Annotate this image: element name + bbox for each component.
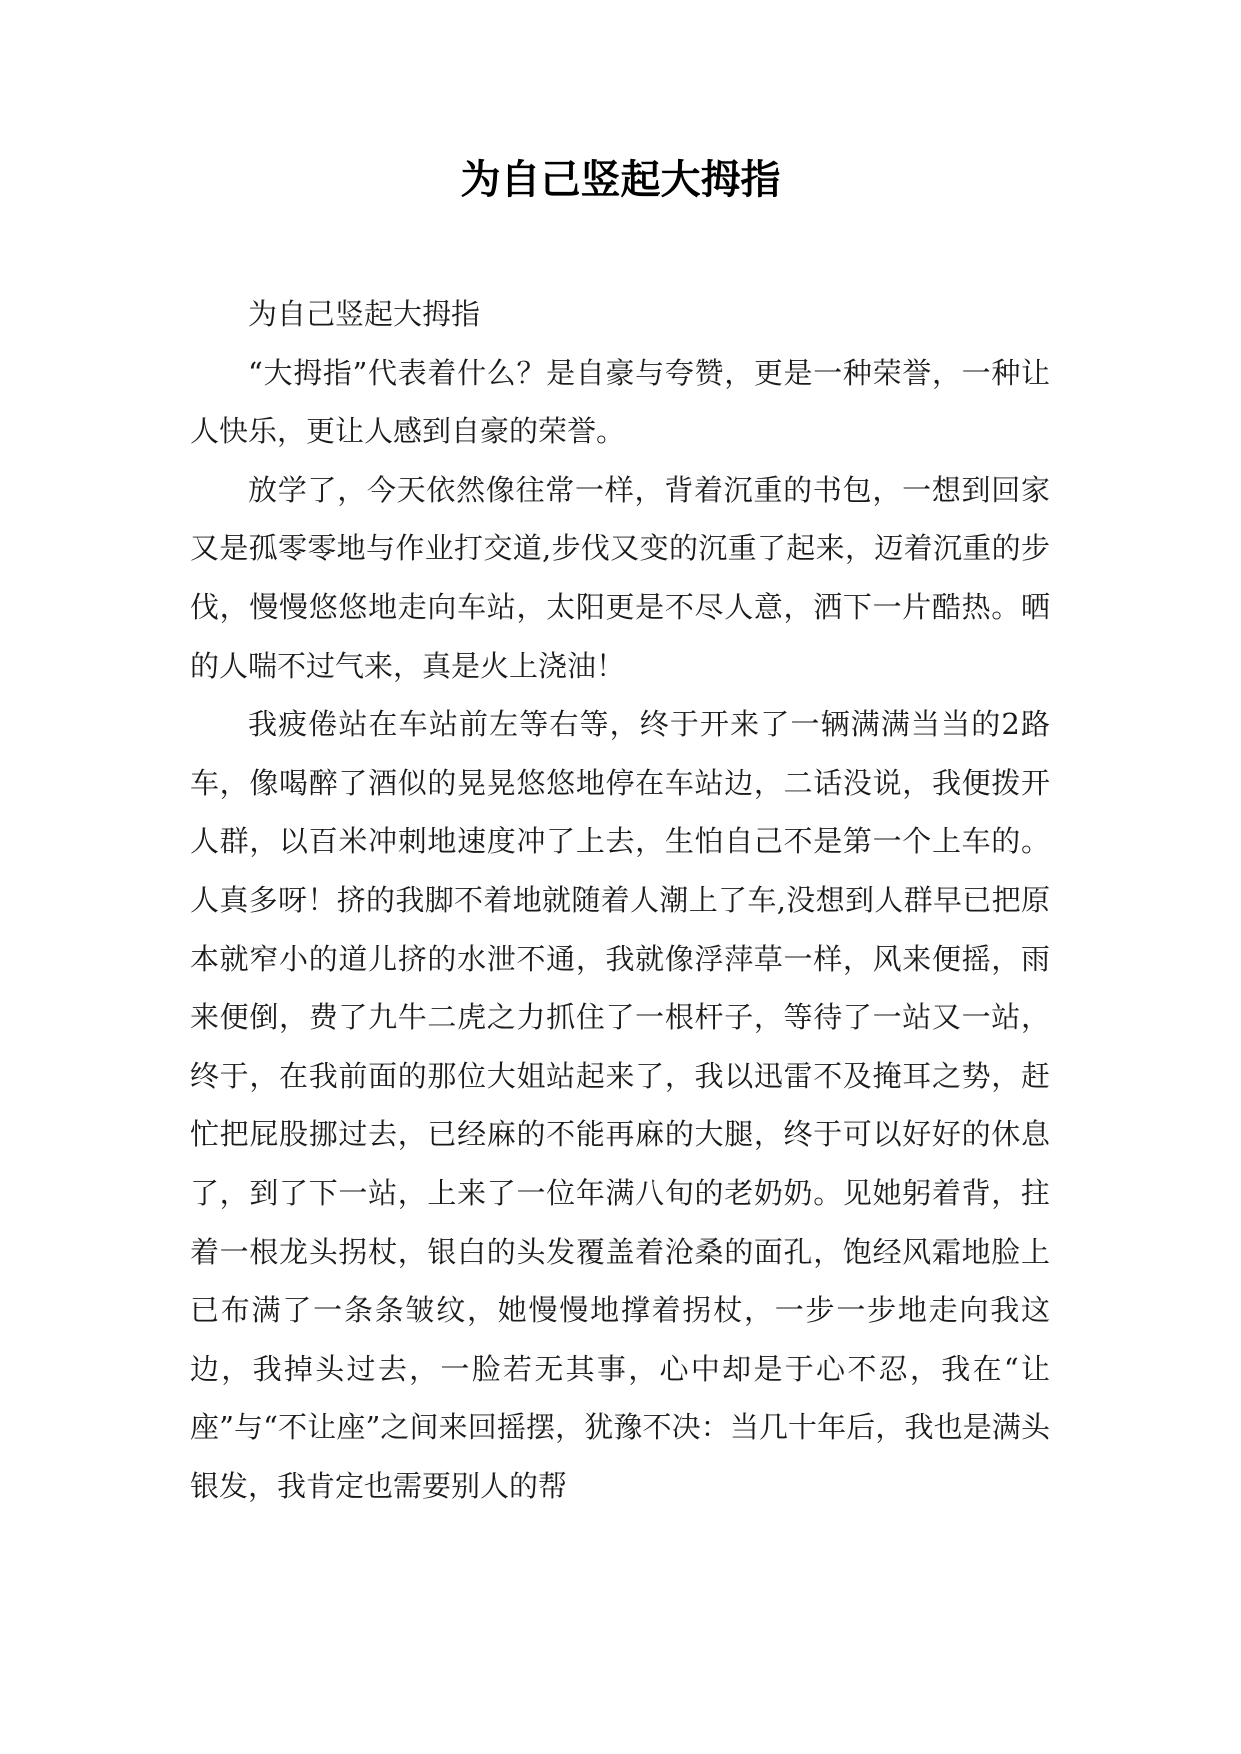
paragraph-intro: “大拇指”代表着什么？是自豪与夸赞，更是一种荣誉，一种让人快乐，更让人感到自豪的荣誉。 [190,355,1050,449]
document-body [190,285,1050,1515]
paragraph-after-school: 放学了，今天依然像往常一样，背着沉重的书包，一想到回家又是孤零零地与作业打交道,步伐又变的沉重了起来，迈着沉重的步伐，慢慢悠悠地走向车站，太阳更是不尽人意，洒下一片酷热。晒的人喘不过气来，真是火上浇油！ [190,472,1050,683]
paragraph-subtitle: 为自己竖起大拇指 [248,297,481,331]
document-title: 为自己竖起大拇指 [460,157,781,203]
paragraph-bus-story: 我疲倦站在车站前左等右等，终于开来了一辆满满当当的2路车，像喝醉了酒似的晃晃悠悠地停在车站边，二话没说，我便拨开人群，以百米冲刺地速度冲了上去，生怕自己不是第一个上车的。人真多呀！挤的我脚不着地就随着人潮上了车,没想到人群早已把原本就窄小的道儿挤的水泄不通，我就像浮萍草一样，风来便摇，雨来便倒，费了九牛二虎之力抓住了一根杆子，等待了一站又一站，终于，在我前面的那位大姐站起来了，我以迅雷不及掩耳之势，赶忙把屁股挪过去，已经麻的不能再麻的大腿，终于可以好好的休息了，到了下一站，上来了一位年满八旬的老奶奶。见她躬着背，拄着一根龙头拐杖，银白的头发覆盖着沧桑的面孔，饱经风霜地脸上已布满了一条条皱纹，她慢慢地撑着拐杖，一步一步地走向我这边，我掉头过去，一脸若无其事，心中却是于心不忍，我在“让座”与“不让座”之间来回摇摆，犹豫不决：当几十年后，我也是满头银发，我肯定也需要别人的帮 [190,707,1050,1503]
